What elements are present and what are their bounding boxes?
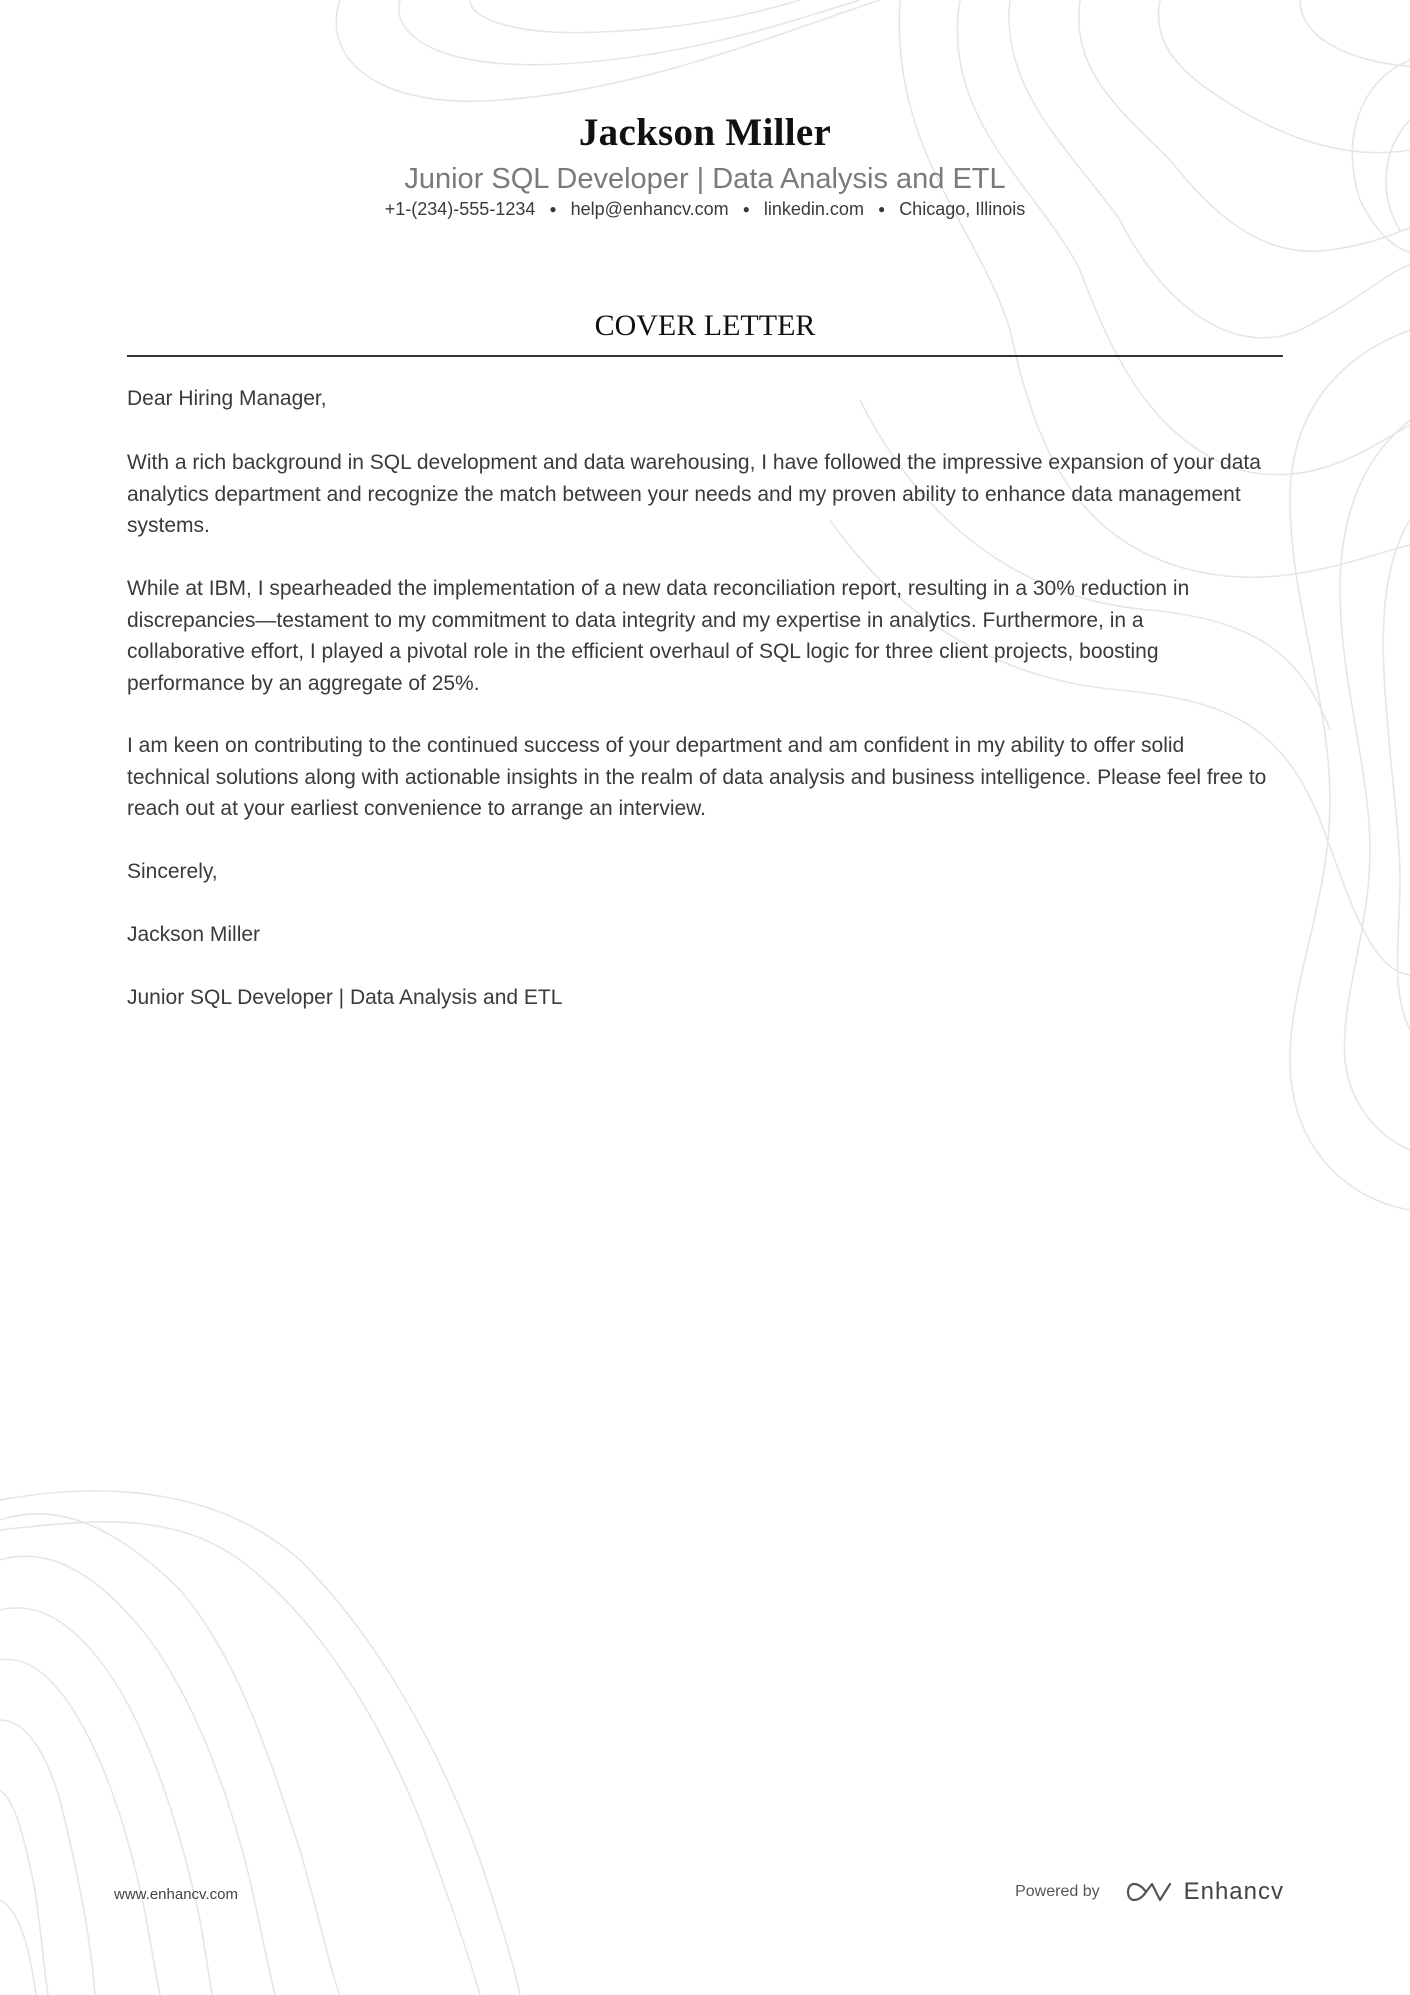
letter-paragraph-2: While at IBM, I spearheaded the implementation of a new data reconciliation report, resulting in a 30% reduction in discrepancies—testament to my commitment to data integrity and my expertise in analytics. Furthermore, in a collaborative effort, I played a pivotal role in the efficient overhaul of SQL logic for three client projects, boosting performance by an aggregate of 25%. (127, 577, 1190, 695)
powered-by-label: Powered by (1015, 1883, 1100, 1900)
contact-linkedin: linkedin.com (763, 199, 864, 219)
bullet-separator: ● (549, 202, 557, 216)
contact-location: Chicago, Illinois (899, 199, 1026, 219)
section-divider (127, 355, 1283, 357)
contact-line (0, 199, 1410, 220)
footer-website-link[interactable]: www.enhancv.com (114, 1886, 238, 1903)
signature-name: Jackson Miller (127, 923, 261, 946)
enhancv-logo-icon (1126, 1880, 1172, 1904)
brand-name: Enhancv (1183, 1878, 1284, 1905)
candidate-name: Jackson Miller (578, 111, 832, 154)
letter-paragraph-1: With a rich background in SQL development and data warehousing, I have followed the impressive expansion of your data analytics department and recognize the match between your needs and my proven ability to enhance data management systems. (127, 451, 1261, 537)
letter-paragraph-3: I am keen on contributing to the continued success of your department and am confident in my ability to offer solid technical solutions along with actionable insights in the realm of data analysis and business intelligence. Please feel free to reach out at your earliest convenience to arrange an interview. (127, 734, 1267, 820)
signature-title: Junior SQL Developer | Data Analysis and ETL (127, 986, 563, 1009)
letter-greeting: Dear Hiring Manager, (127, 387, 327, 410)
contact-phone: +1-(234)-555-1234 (384, 199, 536, 219)
letter-closing: Sincerely, (127, 860, 218, 883)
bullet-separator: ● (877, 202, 886, 216)
footer-branding[interactable] (1015, 1878, 1284, 1906)
bullet-separator: ● (742, 202, 750, 216)
candidate-title: Junior SQL Developer | Data Analysis and ETL (404, 163, 1006, 195)
contact-email: help@enhancv.com (570, 199, 729, 219)
section-title: COVER LETTER (594, 309, 816, 342)
